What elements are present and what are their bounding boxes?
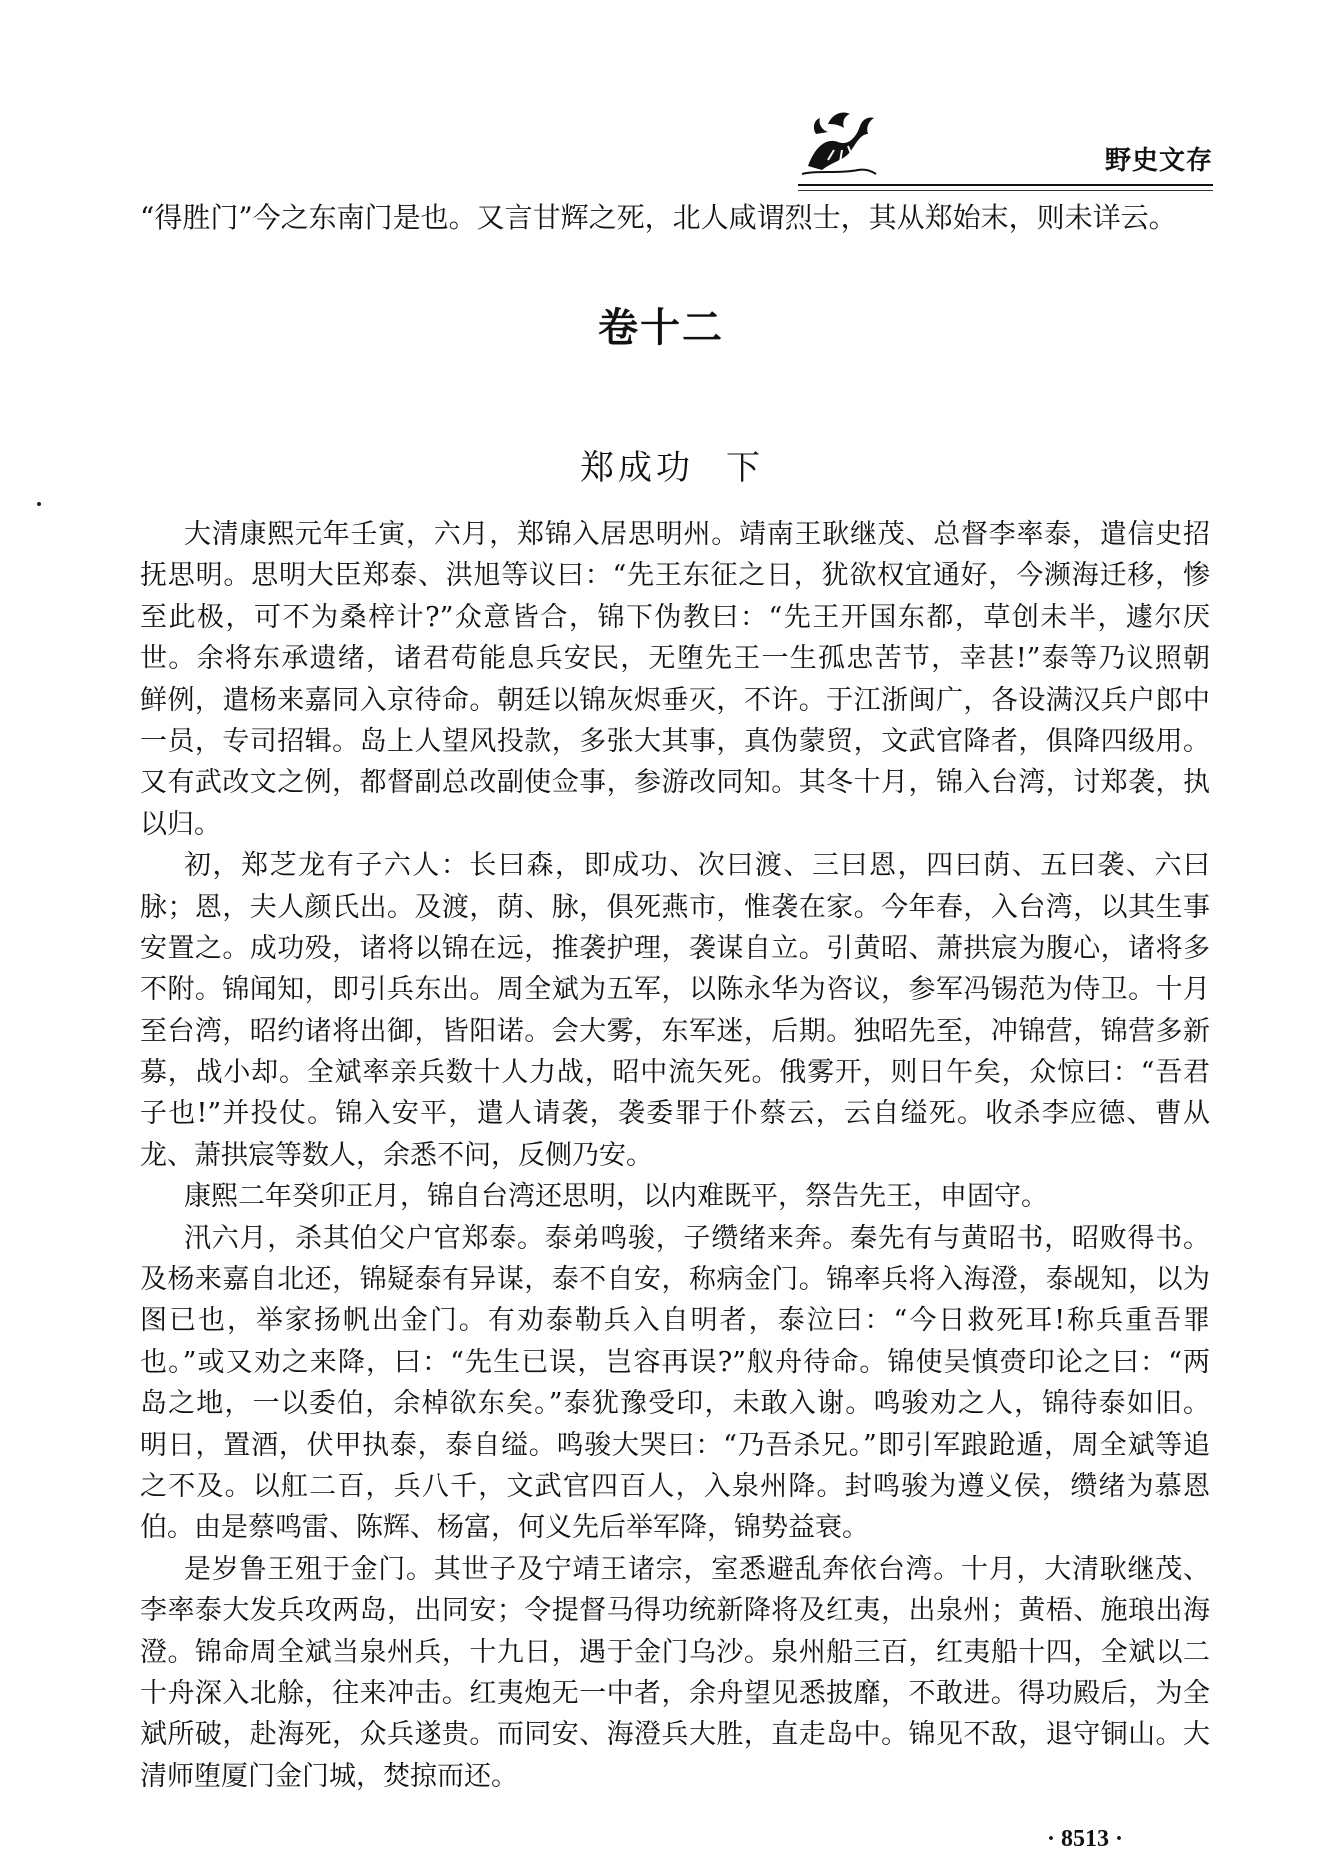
text-line: 一员，专司招辑。岛上人望风投款，多张大其事，真伪蒙贸，文武官降者，俱降四级用。 (140, 725, 1210, 757)
text-line: 龙、萧拱宸等数人，余悉不问，反侧乃安。 (140, 1139, 653, 1171)
dragon-emblem-icon (798, 104, 878, 180)
text-line: 不附。锦闻知，即引兵东出。周全斌为五军，以陈永华为咨议，参军冯锡范为侍卫。十月 (140, 974, 1210, 1006)
volume-title: 卷十二 (598, 305, 724, 351)
text-line: 至台湾，昭约诸将出御，皆阳诺。会大雾，东军迷，后期。独昭先至，冲锦营，锦营多新 (140, 1015, 1210, 1047)
text-line: 以归。 (140, 808, 221, 840)
text-line: 子也!”并投仗。锦入安平，遣人请袭，袭委罪于仆蔡云，云自缢死。收杀李应德、曹从 (140, 1098, 1210, 1130)
text-line: 鲜例，遣杨来嘉同入京待命。朝廷以锦灰烬垂灭，不许。于江浙闽广，各设满汉兵户郎中 (140, 684, 1210, 716)
header-rule (798, 184, 1213, 186)
text-line: 十舟深入北艅，往来冲击。红夷炮无一中者，余舟望见悉披靡，不敢进。得功殿后，为全 (140, 1677, 1210, 1709)
running-header (798, 104, 1213, 194)
text-line: 初，郑芝龙有子六人：长曰森，即成功、次曰渡、三曰恩，四曰荫、五曰袭、六曰 (184, 850, 1210, 882)
chapter-title-main: 郑成功 (580, 448, 694, 488)
text-line: 明日，置酒，伏甲执泰，泰自缢。鸣骏大哭曰：“乃吾杀兄。”即引军踉跄遁，周全斌等追 (140, 1429, 1210, 1461)
text-line: 澄。锦命周全斌当泉州兵，十九日，遇于金门乌沙。泉州船三百，红夷船十四，全斌以二 (140, 1636, 1210, 1668)
text-line: 李率泰大发兵攻两岛，出同安；令提督马得功统新降将及红夷，出泉州；黄梧、施琅出海 (140, 1595, 1210, 1627)
text-line: 汛六月，杀其伯父户官郑泰。泰弟鸣骏，子缵绪来奔。秦先有与黄昭书，昭败得书。 (184, 1222, 1210, 1254)
text-line: 及杨来嘉自北还，锦疑泰有异谋，泰不自安，称病金门。锦率兵将入海澄，泰觇知，以为 (140, 1264, 1210, 1296)
text-line: 是岁鲁王殂于金门。其世子及宁靖王诸宗，室悉避乱奔依台湾。十月，大清耿继茂、 (184, 1553, 1210, 1585)
chapter-title-sub: 下 (726, 448, 764, 488)
text-line: 斌所破，赴海死，众兵遂贵。而同安、海澄兵大胜，直走岛中。锦见不敌，退守铜山。大 (140, 1719, 1210, 1751)
carryover-paragraph: “得胜门”今之东南门是也。又言甘辉之死，北人咸谓烈士，其从郑始末，则未详云。 (140, 201, 1177, 234)
text-line: 岛之地，一以委伯，余棹欲东矣。”泰犹豫受印，未敢入谢。鸣骏劝之人，锦待泰如旧。 (140, 1388, 1210, 1420)
text-line: 脉；恩，夫人颜氏出。及渡，荫、脉，俱死燕市，惟袭在家。今年春，入台湾，以其生事 (140, 891, 1210, 923)
text-line: 募，战小却。全斌率亲兵数十人力战，昭中流矢死。俄雾开，则日午矣，众惊曰：“吾君 (140, 1057, 1210, 1089)
page-number: · 8513 · (1047, 1826, 1124, 1852)
header-rule-thin (798, 190, 1213, 191)
text-line: 又有武改文之例，都督副总改副使佥事，参游改同知。其冬十月，锦入台湾，讨郑袭，执 (140, 767, 1210, 799)
text-line: 大清康熙元年壬寅，六月，郑锦入居思明州。靖南王耿继茂、总督李率泰，遣信史招 (184, 519, 1210, 550)
body-text (140, 514, 1210, 1797)
scan-speck (37, 502, 41, 506)
chapter-title (580, 440, 764, 489)
text-line: 康熙二年癸卯正月，锦自台湾还思明，以内难既平，祭告先王，申固守。 (184, 1181, 1048, 1213)
text-line: 图已也，举家扬帆出金门。有劝泰勒兵入自明者，泰泣曰：“今日救死耳!称兵重吾罪 (140, 1305, 1210, 1337)
text-line: 也。”或又劝之来降，曰：“先生已误，岂容再误?”舣舟待命。锦使吴慎赍印论之曰：“两 (140, 1346, 1210, 1378)
header-title: 野史文存 (1104, 146, 1213, 176)
text-line: 安置之。成功殁，诸将以锦在远，推袭护理，袭谋自立。引黄昭、萧拱宸为腹心，诸将多 (140, 932, 1210, 964)
text-line: 清师堕厦门金门城，焚掠而还。 (140, 1760, 518, 1792)
text-line: 之不及。以舡二百，兵八千，文武官四百人，入泉州降。封鸣骏为遵义侯，缵绪为慕恩 (140, 1470, 1210, 1502)
text-line: 伯。由是蔡鸣雷、陈辉、杨富，何义先后举军降，锦势益衰。 (140, 1512, 869, 1544)
text-line: 至此极，可不为桑梓计?”众意皆合，锦下伪教曰：“先王开国东都，草创未半，遽尔厌 (140, 601, 1210, 633)
text-line: 抚思明。思明大臣郑泰、洪旭等议曰：“先王东征之日，犹欲权宜通好，今濒海迁移，惨 (140, 560, 1210, 592)
text-line: 世。余将东承遗绪，诸君苟能息兵安民，无堕先王一生孤忠苦节，幸甚!”泰等乃议照朝 (140, 643, 1210, 675)
